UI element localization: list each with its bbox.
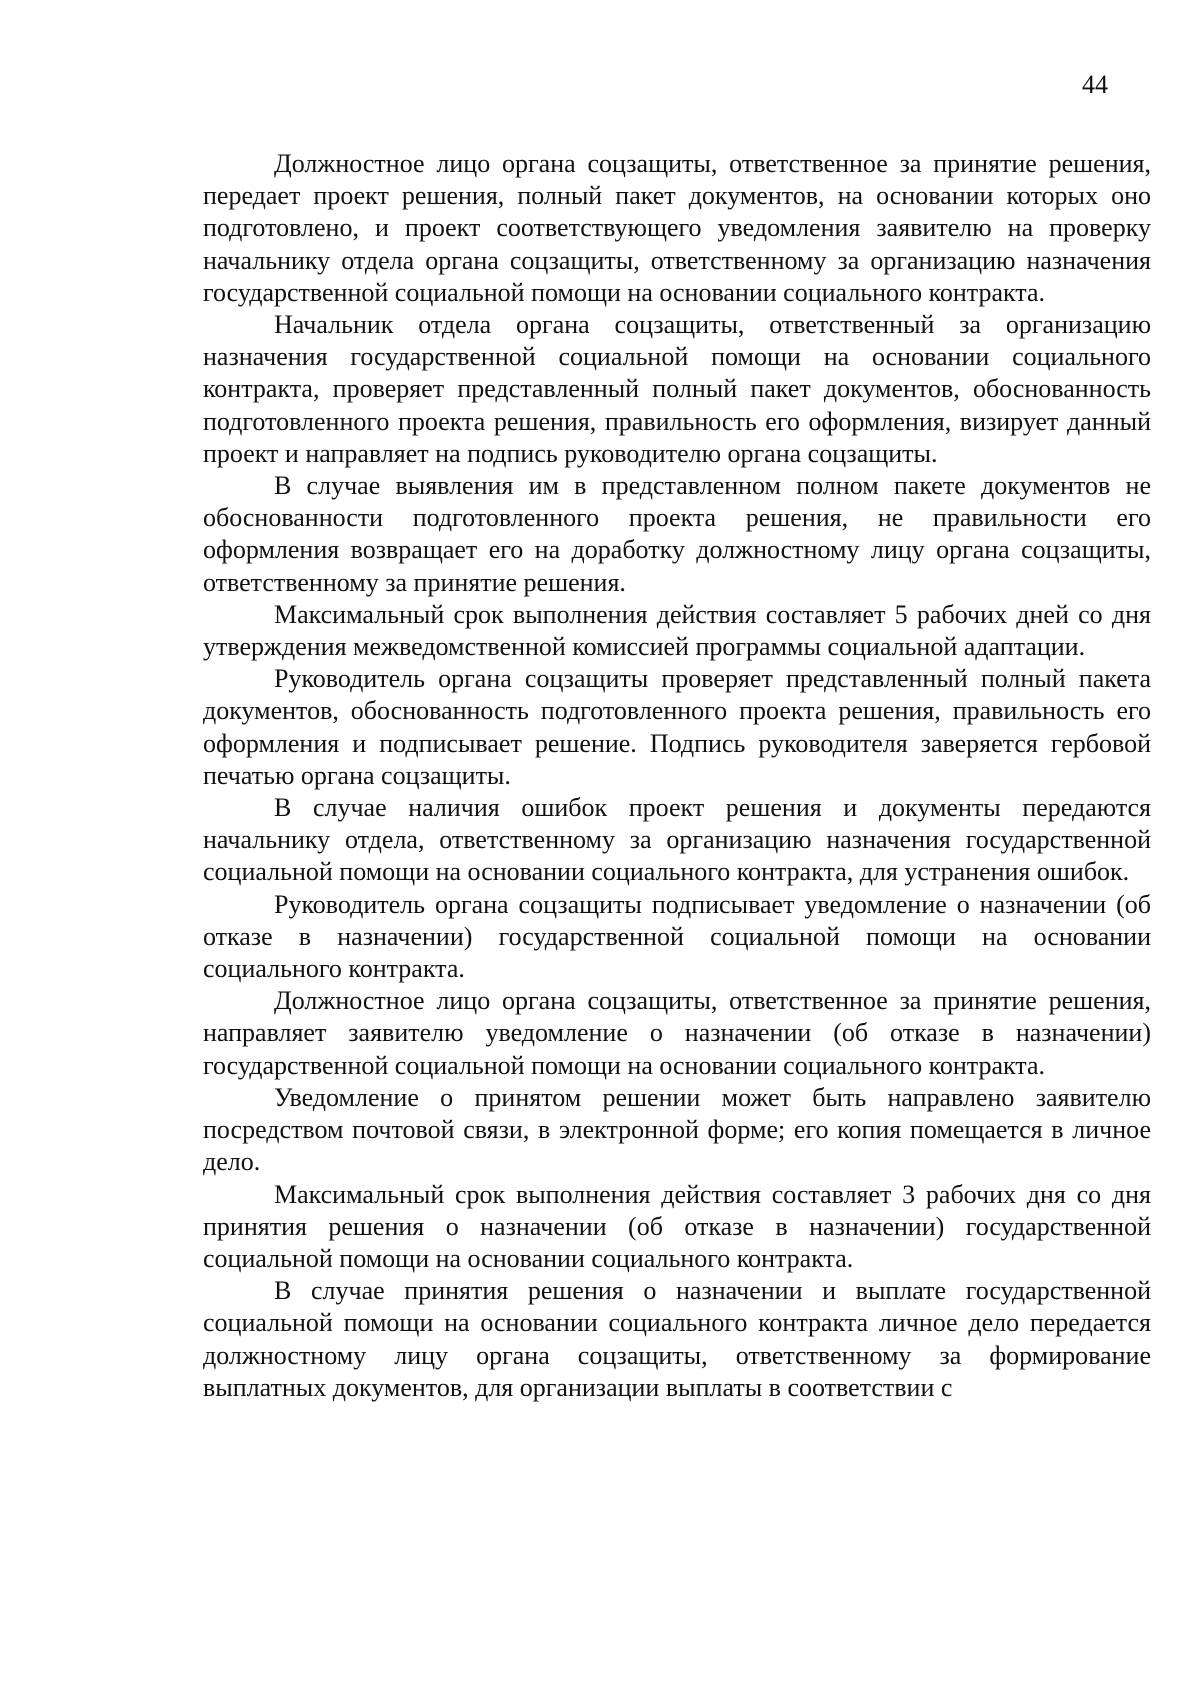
paragraph-8: Должностное лицо органа соцзащиты, ответственное за принятие решения, направляет заявителю уведомление о назначении (об отказе в назначении) государственной социальной помощи на основании социального контракта.: [203, 986, 1151, 1080]
paragraph-4: Максимальный срок выполнения действия составляет 5 рабочих дней со дня утверждения межведомственной комиссией программы социальной адаптации.: [203, 599, 1151, 662]
paragraph-9: Уведомление о принятом решении может быть направлено заявителю посредством почтовой связи, в электронной форме; его копия помещается в личное дело.: [203, 1082, 1151, 1177]
paragraph-7: Руководитель органа соцзащиты подписывает уведомление о назначении (об отказе в назначении) государственной социальной помощи на основании социального контракта.: [203, 889, 1151, 984]
paragraph-11: В случае принятия решения о назначении и выплате государственной социальной помощи на основании социального контракта личное дело передается должностному лицу органа соцзащиты, ответственному за формирование выплатных документов, для организации выплаты в соответствии с: [203, 1276, 1151, 1402]
paragraph-1: Должностное лицо органа соцзащиты, ответственное за принятие решения, передает проект решения, полный пакет документов, на основании которых оно подготовлено, и проект соответствующего уведомления заявителю на проверку начальнику отдела органа соцзащиты, ответственному за организацию назначения государственной социальной помощи на основании социального контракта.: [203, 149, 1151, 307]
document-body: [203, 148, 1151, 1404]
page-number: 44: [1082, 70, 1108, 99]
paragraph-6: В случае наличия ошибок проект решения и документы передаются начальнику отдела, ответственному за организацию назначения государственной социальной помощи на основании социального контракта, для устранения ошибок.: [203, 793, 1151, 887]
paragraph-3: В случае выявления им в представленном полном пакете документов не обоснованности подготовленного проекта решения, не правильности его оформления возвращает его на доработку должностному лицу органа соцзащиты, ответственному за принятие решения.: [203, 471, 1151, 597]
paragraph-5: Руководитель органа соцзащиты проверяет представленный полный пакета документов, обоснованность подготовленного проекта решения, правильность его оформления и подписывает решение. Подпись руководителя заверяется гербовой печатью органа соцзащиты.: [203, 664, 1151, 790]
paragraph-2: Начальник отдела органа соцзащиты, ответственный за организацию назначения государственной социальной помощи на основании социального контракта, проверяет представленный полный пакет документов, обоснованность подготовленного проекта решения, правильность его оформления, визирует данный проект и направляет на подпись руководителю органа соцзащиты.: [203, 310, 1151, 468]
paragraph-10: Максимальный срок выполнения действия составляет 3 рабочих дня со дня принятия решения о назначении (об отказе в назначении) государственной социальной помощи на основании социального контракта.: [203, 1179, 1151, 1273]
